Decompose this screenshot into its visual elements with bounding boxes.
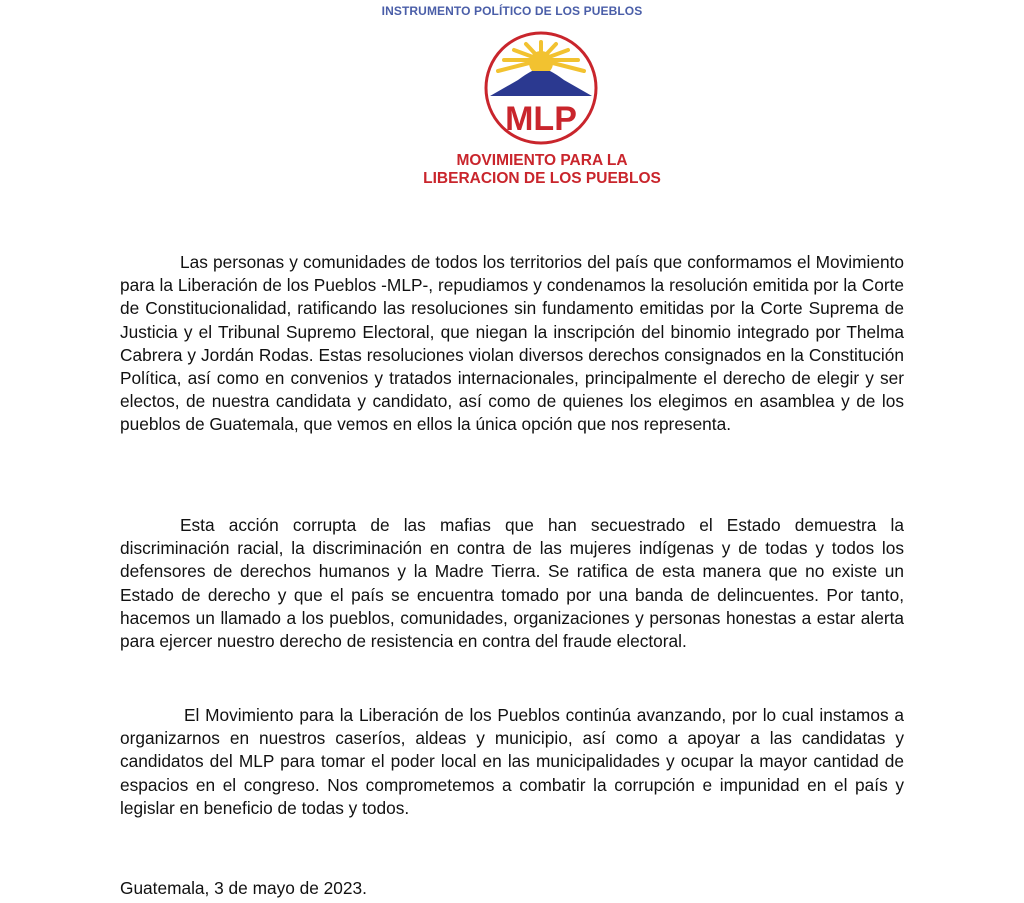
mlp-logo <box>474 30 608 154</box>
statement-paragraph-3: El Movimiento para la Liberación de los Pueblos continúa avanzando, por lo cual instamos a organizarnos en nuestros caseríos, aldeas y municipio, así como a apoyar a las candidatas y candidatos del MLP para tomar el poder local en las municipalidades y ocupar la mayor cantidad de espacios en el congreso. Nos comprometemos a combatir la corrupción e impunidad en el país y legislar en beneficio de todas y todos. <box>120 705 904 818</box>
logo-text: MLP <box>505 100 577 138</box>
organization-name-line2: LIBERACION DE LOS PUEBLOS <box>423 170 661 187</box>
place-date: Guatemala, 3 de mayo de 2023. <box>120 878 367 898</box>
statement-paragraph-2: Esta acción corrupta de las mafias que han secuestrado el Estado demuestra la discriminación racial, la discriminación en contra de las mujeres indígenas y de todas y todos los defensores de derechos humanos y la Madre Tierra. Se ratifica de esta manera que no existe un Estado de derecho y que el país se encuentra tomado por una banda de delincuentes. Por tanto, hacemos un llamado a los pueblos, comunidades, organizaciones y personas honestas a estar alerta para ejercer nuestro derecho de resistencia en contra del fraude electoral. <box>120 515 904 652</box>
header-tagline: INSTRUMENTO POLÍTICO DE LOS PUEBLOS <box>381 4 643 18</box>
volcano-sun-logo-icon <box>474 30 608 154</box>
organization-name-line1: MOVIMIENTO PARA LA <box>456 152 628 169</box>
statement-paragraph-1: Las personas y comunidades de todos los territorios del país que conformamos el Movimiento para la Liberación de los Pueblos -MLP-, repudiamos y condenamos la resolución emitida por la Corte de Constitucionalidad, ratificando las resoluciones sin fundamento emitidas por la Corte Suprema de Justicia y el Tribunal Supremo Electoral, que niegan la inscripción del binomio integrado por Thelma Cabrera y Jordán Rodas. Estas resoluciones violan diversos derechos consignados en la Constitución Política, así como en convenios y tratados internacionales, principalmente el derecho de elegir y ser electos, de nuestra candidata y candidato, así como de quienes los elegimos en asamblea y de los pueblos de Guatemala, que vemos en ellos la única opción que nos representa. <box>120 252 904 435</box>
